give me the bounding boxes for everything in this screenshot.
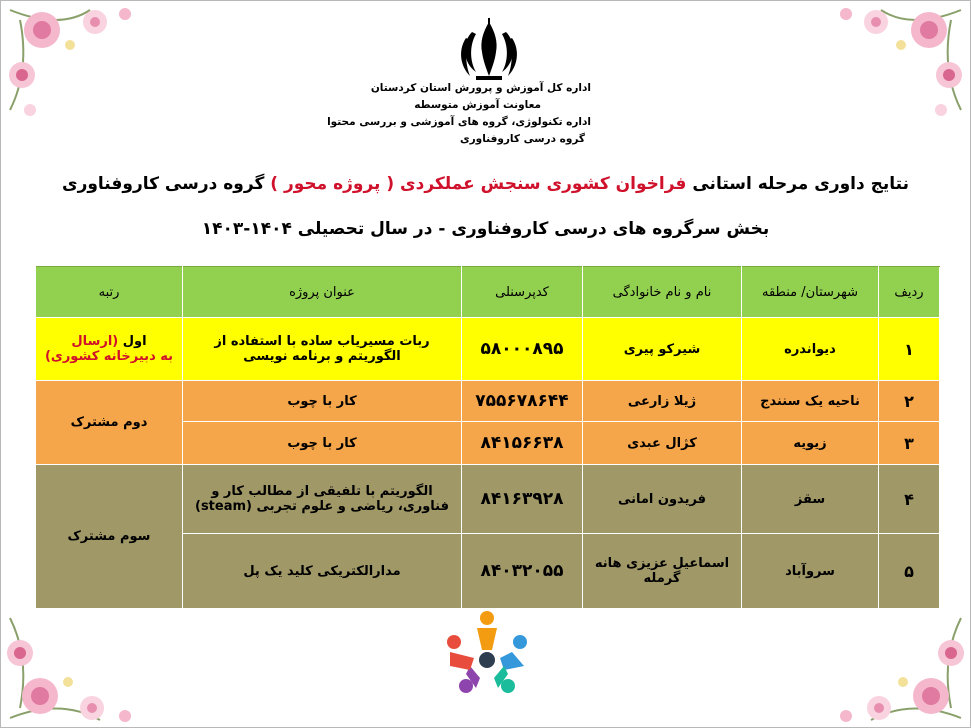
main-title (0, 174, 971, 194)
cell-project-title: الگوریتم با تلفیقی از مطالب کار و فناوری، ریاضی و علوم تجربی (steam) (183, 465, 462, 534)
header-personnel-code: کدپرسنلی (462, 267, 583, 318)
organization-header (327, 80, 591, 148)
cell-city: دیواندره (742, 318, 879, 381)
cell-personnel-code: ۵۸۰۰۰۸۹۵ (462, 318, 583, 381)
cell-row-number: ۳ (879, 422, 940, 465)
header-name: نام و نام خانوادگی (583, 267, 742, 318)
cell-name: شیرکو پیری (583, 318, 742, 381)
header-city: شهرستان/ منطقه (742, 267, 879, 318)
title-highlight: فراخوان کشوری سنجش عملکردی ( پروژه محور ) (270, 174, 687, 194)
cell-personnel-code: ۸۴۰۳۲۰۵۵ (462, 534, 583, 609)
header-row-number: ردیف (879, 267, 940, 318)
cell-rank: دوم مشترک (36, 381, 183, 465)
table-header-row (36, 267, 940, 318)
cell-project-title: ربات مسیریاب ساده با استفاده از الگوریتم و برنامه نویسی (183, 318, 462, 381)
cell-row-number: ۴ (879, 465, 940, 534)
flower-decoration-icon (821, 0, 971, 130)
rank-label: اول (122, 334, 147, 349)
header-rank: رتبه (36, 267, 183, 318)
cell-row-number: ۲ (879, 381, 940, 422)
cell-name: اسماعیل عزیزی هانه گرمله (583, 534, 742, 609)
group-logo-icon (442, 608, 532, 698)
results-table (35, 266, 940, 609)
rank-note: (ارسال (71, 334, 119, 349)
sub-title: بخش سرگروه های درسی کاروفناوری - در سال تحصیلی ۱۴۰۴-۱۴۰۳ (201, 219, 770, 239)
table-row (36, 318, 940, 381)
rank-note: به دبیرخانه کشوری) (44, 349, 174, 364)
cell-name: ژیلا زارعی (583, 381, 742, 422)
header-project-title: عنوان پروژه (183, 267, 462, 318)
title-part: نتایج داوری مرحله استانی (692, 174, 909, 194)
org-line: اداره تکنولوژی، گروه های آموزشی و بررسی محتوا (327, 116, 591, 128)
cell-city: ناحیه یک سنندج (742, 381, 879, 422)
cell-city: سروآباد (742, 534, 879, 609)
cell-rank (36, 318, 183, 381)
cell-personnel-code: ۷۵۵۶۷۸۶۴۴ (462, 381, 583, 422)
cell-row-number: ۵ (879, 534, 940, 609)
flower-decoration-icon (0, 598, 150, 728)
org-line: گروه درسی کاروفناوری (460, 133, 585, 145)
cell-city: سقز (742, 465, 879, 534)
table-row (36, 381, 940, 422)
cell-city: زیویه (742, 422, 879, 465)
org-line: معاونت آموزش متوسطه (414, 99, 541, 111)
cell-project-title: مدارالکتریکی کلید یک پل (183, 534, 462, 609)
cell-name: کژال عبدی (583, 422, 742, 465)
cell-row-number: ۱ (879, 318, 940, 381)
title-part: گروه درسی کاروفناوری (61, 174, 265, 194)
org-line: اداره کل آموزش و پرورش استان کردستان (370, 82, 591, 94)
cell-name: فریدون امانی (583, 465, 742, 534)
flower-decoration-icon (821, 598, 971, 728)
table-row (36, 465, 940, 534)
cell-project-title: کار با چوب (183, 422, 462, 465)
cell-personnel-code: ۸۴۱۵۶۶۳۸ (462, 422, 583, 465)
flower-decoration-icon (0, 0, 150, 130)
cell-rank: سوم مشترک (36, 465, 183, 609)
iran-emblem-icon (458, 18, 520, 82)
cell-personnel-code: ۸۴۱۶۳۹۲۸ (462, 465, 583, 534)
cell-project-title: کار با چوب (183, 381, 462, 422)
